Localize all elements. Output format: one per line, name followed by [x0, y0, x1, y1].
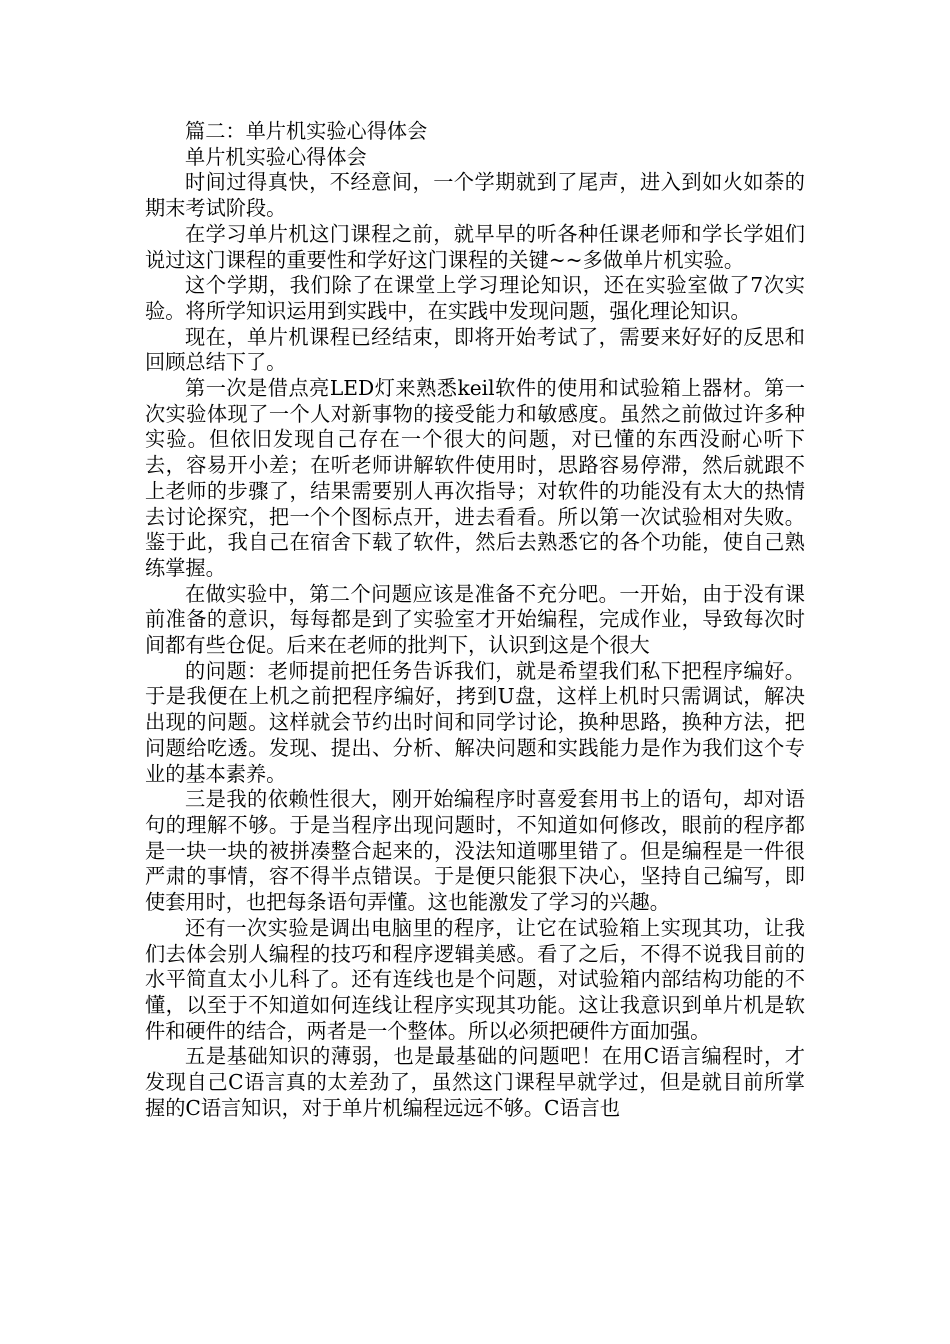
paragraph-5: 第一次是借点亮LED灯来熟悉keil软件的使用和试验箱上器材。第一次实验体现了一个人对新事物的接受能力和敏感度。虽然之前做过许多种实验。但依旧发现自己存在一个很大的问题，对已懂的东西没耐心听下去，容易开小差；在听老师讲解软件使用时，思路容易停滞，然后就跟不上老师的步骤了，结果需要别人再次指导；对软件的功能没有太大的热情去讨论探究，把一个个图标点开，进去看看。所以第一次试验相对失败。鉴于此，我自己在宿舍下载了软件，然后去熟悉它的各个功能，使自己熟练掌握。 — [145, 376, 805, 580]
document-heading: 篇二：单片机实验心得体会 — [185, 119, 428, 143]
paragraph-1: 时间过得真快，不经意间，一个学期就到了尾声，进入到如火如荼的期末考试阶段。 — [145, 170, 805, 221]
paragraph-4: 现在，单片机课程已经结束，即将开始考试了，需要来好好的反思和回顾总结下了。 — [145, 324, 805, 375]
paragraph-10: 五是基础知识的薄弱，也是最基础的问题吧！在用C语言编程时，才发现自己C语言真的太差劲了，虽然这门课程早就学过，但是就目前所掌握的C语言知识，对于单片机编程远远不够。C语言也 — [145, 1044, 805, 1120]
paragraph-9: 还有一次实验是调出电脑里的程序，让它在试验箱上实现其功，让我们去体会别人编程的技巧和程序逻辑美感。看了之后，不得不说我目前的水平简直太小儿科了。还有连线也是个问题，对试验箱内部结构功能的不懂，以至于不知道如何连线让程序实现其功能。这让我意识到单片机是软件和硬件的结合，两者是一个整体。所以必须把硬件方面加强。 — [145, 915, 805, 1043]
paragraph-2: 在学习单片机这门课程之前，就早早的听各种任课老师和学长学姐们说过这门课程的重要性和学好这门课程的关键~~多做单片机实验。 — [145, 221, 805, 272]
document-subheading: 单片机实验心得体会 — [185, 144, 367, 169]
paragraph-7: 的问题：老师提前把任务告诉我们，就是希望我们私下把程序编好。于是我便在上机之前把程序编好，拷到U盘，这样上机时只需调试，解决出现的问题。这样就会节约出时间和同学讨论，换种思路，换种方法，把问题给吃透。发现、提出、分析、解决问题和实践能力是作为我们这个专业的基本素养。 — [145, 658, 805, 786]
paragraph-3: 这个学期，我们除了在课堂上学习理论知识，还在实验室做了7次实验。将所学知识运用到实践中，在实践中发现问题，强化理论知识。 — [145, 273, 805, 323]
document-body — [145, 119, 805, 1121]
paragraph-8: 三是我的依赖性很大，刚开始编程序时喜爱套用书上的语句，却对语句的理解不够。于是当程序出现问题时，不知道如何修改，眼前的程序都是一块一块的被拼凑整合起来的，没法知道哪里错了。但是编程是一件很严肃的事情，容不得半点错误。于是便只能狠下决心，坚持自己编写，即使套用时，也把每条语句弄懂。这也能激发了学习的兴趣。 — [145, 787, 805, 915]
paragraph-6: 在做实验中，第二个问题应该是准备不充分吧。一开始，由于没有课前准备的意识，每每都是到了实验室才开始编程，完成作业，导致每次时间都有些仓促。后来在老师的批判下，认识到这是个很大 — [145, 581, 805, 658]
